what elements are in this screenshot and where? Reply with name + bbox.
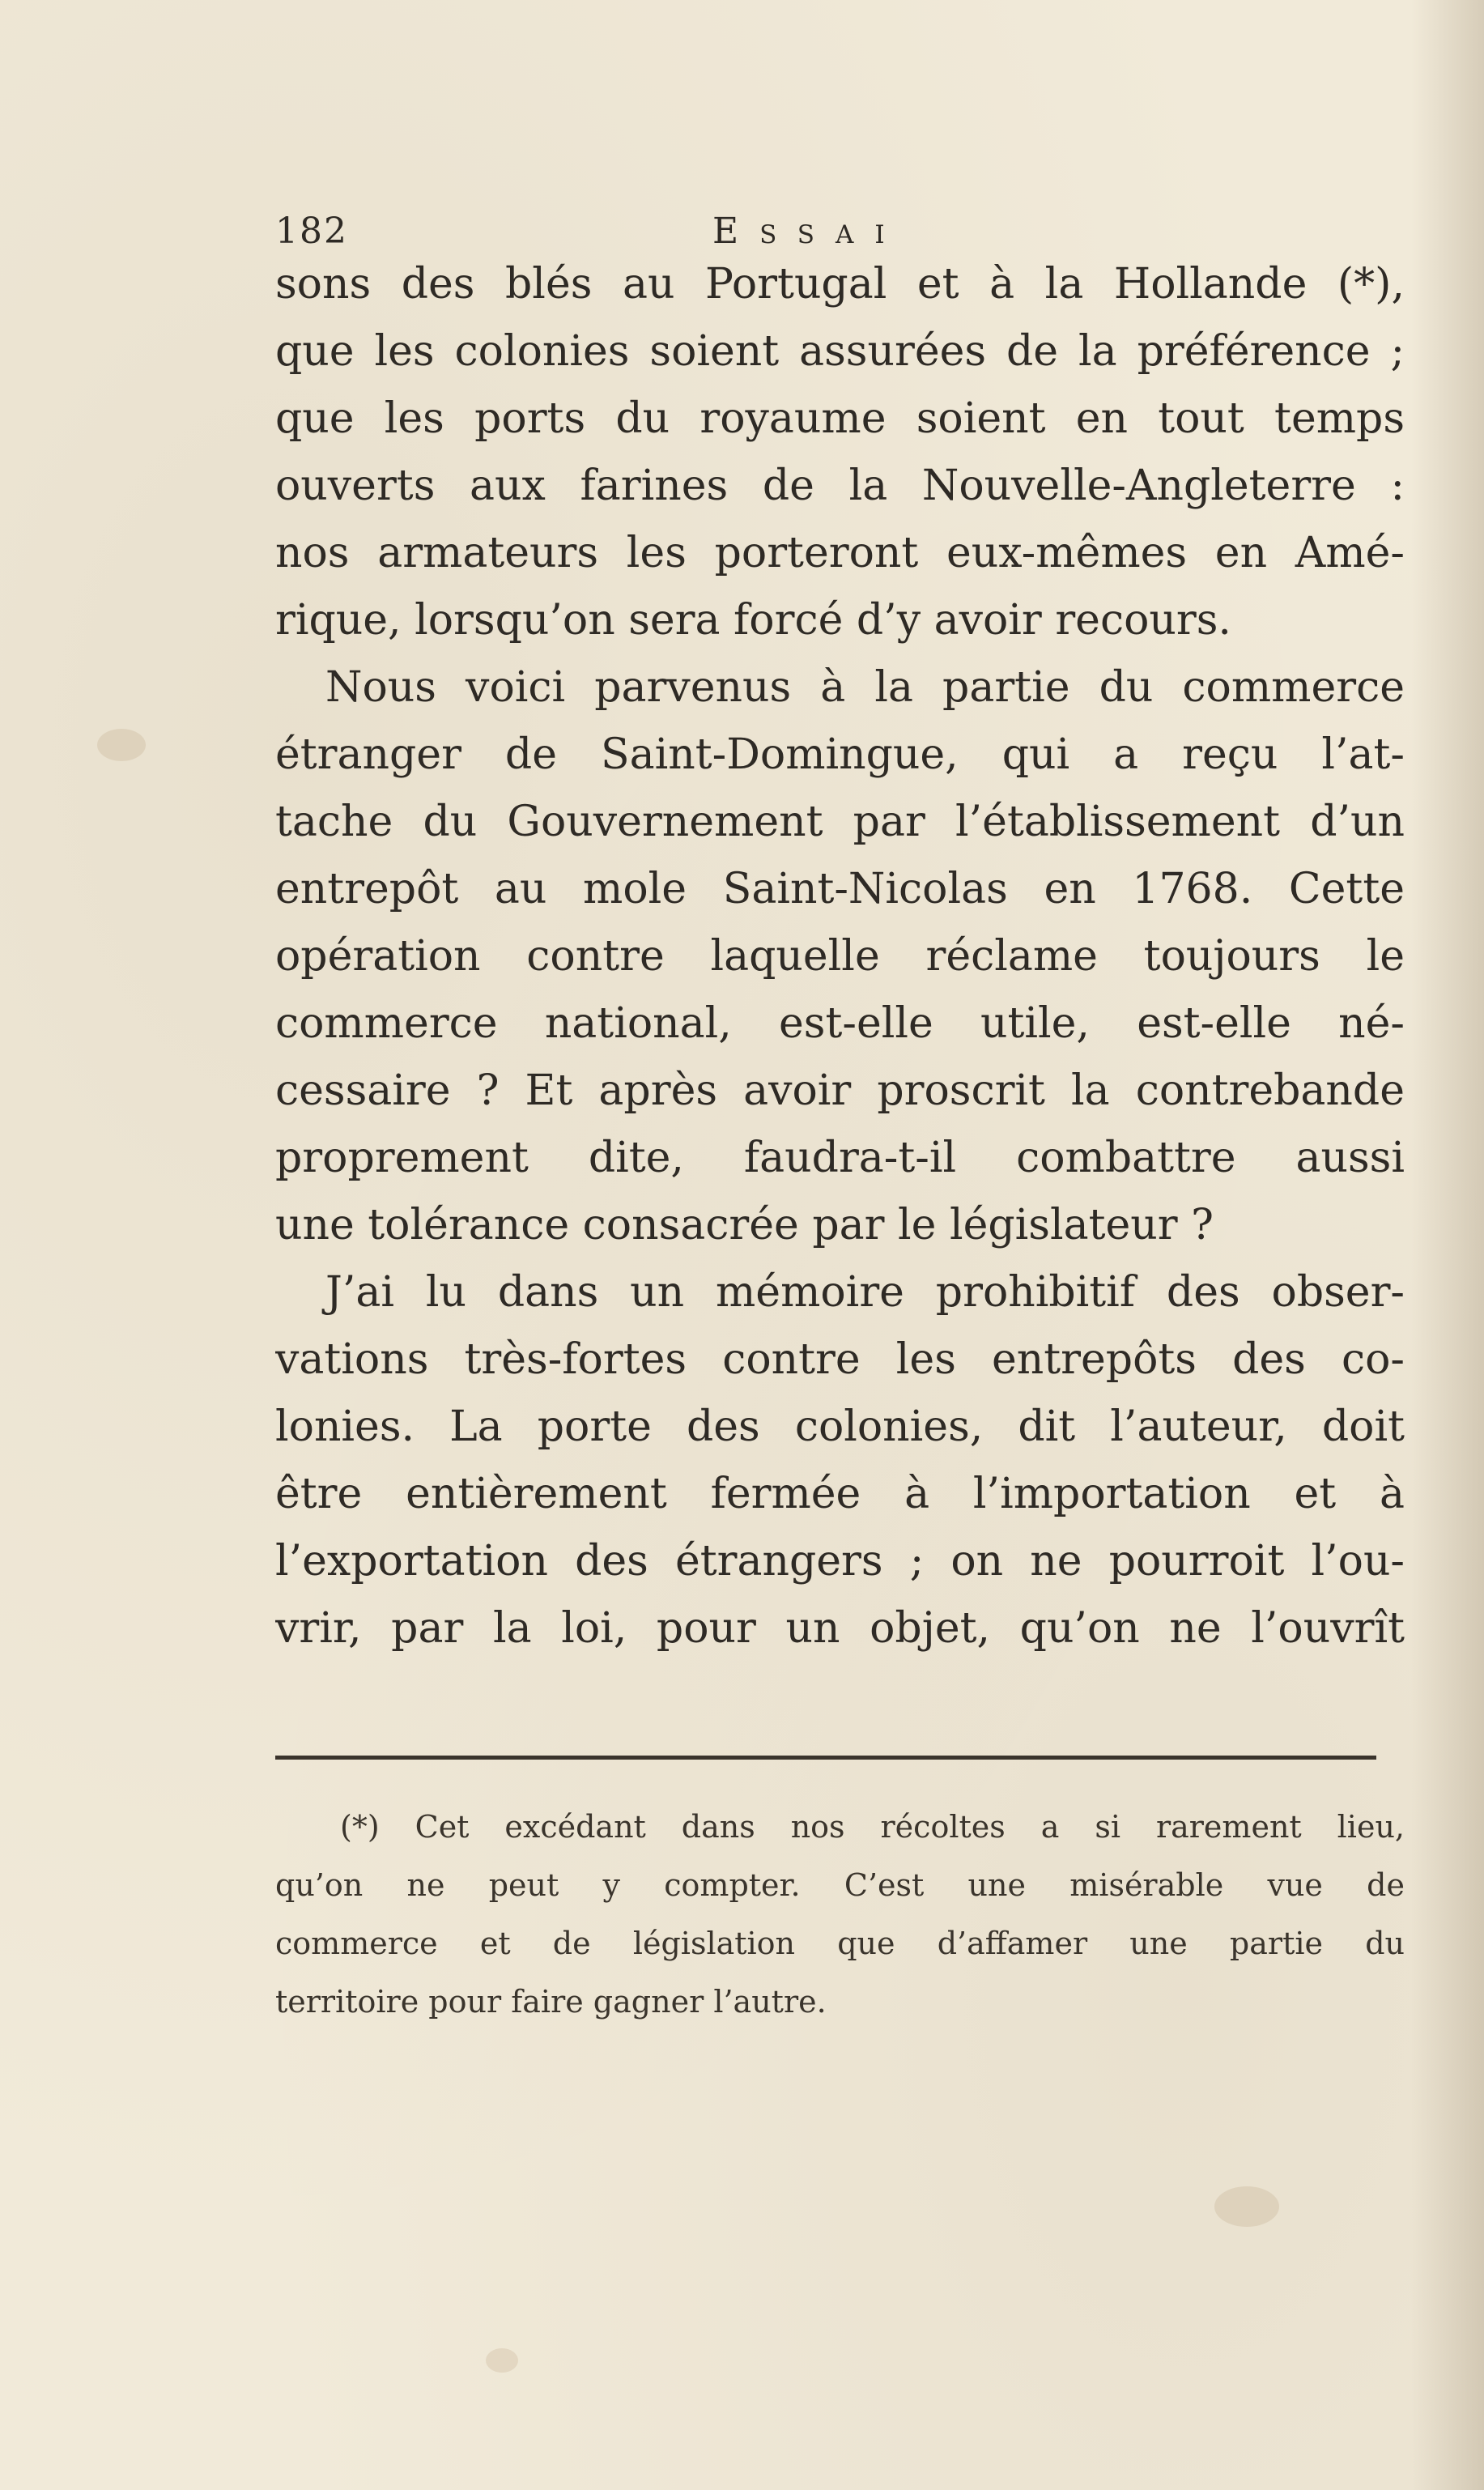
footnote-line: territoire pour faire gagner l’autre. — [275, 1984, 827, 2020]
text-line: être entièrement fermée à l’importation et à — [275, 1470, 1405, 1518]
footnote — [275, 1798, 1405, 2031]
text-line: rique, lorsqu’on sera forcé d’y avoir recours. — [275, 596, 1231, 645]
page-gutter-shadow — [1411, 0, 1484, 2490]
running-head-title: Essai — [712, 211, 906, 252]
text-line: une tolérance consacrée par le législateur ? — [275, 1201, 1214, 1249]
text-line: cessaire ? Et après avoir proscrit la contrebande — [275, 1066, 1405, 1115]
paper-stain — [97, 729, 146, 761]
text-line: sons des blés au Portugal et à la Hollande (*), — [275, 260, 1405, 309]
text-line: étranger de Saint-Domingue, qui a reçu l’at- — [275, 730, 1405, 779]
text-line: que les ports du royaume soient en tout temps — [275, 394, 1405, 443]
text-line: tache du Gouvernement par l’établissement d’un — [275, 798, 1405, 846]
page-number: 182 — [275, 211, 348, 252]
text-line: nos armateurs les porteront eux-mêmes en Amé- — [275, 529, 1405, 577]
text-line: commerce national, est-elle utile, est-elle né- — [275, 999, 1405, 1048]
text-line: que les colonies soient assurées de la préférence ; — [275, 327, 1405, 376]
text-line: vations très-fortes contre les entrepôts des co- — [275, 1335, 1405, 1384]
text-line: lonies. La porte des colonies, dit l’auteur, doit — [275, 1402, 1405, 1451]
footnote-rule — [275, 1756, 1376, 1760]
text-line: ouverts aux farines de la Nouvelle-Angleterre : — [275, 462, 1405, 510]
paper-stain — [1214, 2186, 1279, 2227]
main-text — [275, 194, 1405, 1662]
text-line: l’exportation des étrangers ; on ne pourroit l’ou- — [275, 1537, 1405, 1586]
text-line: opération contre laquelle réclame toujours le — [275, 932, 1405, 981]
text-line: vrir, par la loi, pour un objet, qu’on ne l’ouvrît — [275, 1604, 1405, 1653]
paper-stain — [486, 2348, 518, 2373]
text-line: proprement dite, faudra-t-il combattre aussi — [275, 1134, 1405, 1182]
running-head — [275, 194, 1405, 251]
footnote-line: (*) Cet excédant dans nos récoltes a si rarement lieu, — [340, 1809, 1405, 1845]
footnote-line: qu’on ne peut y compter. C’est une misérable vue de — [275, 1867, 1405, 1903]
text-line: J’ai lu dans un mémoire prohibitif des obser- — [325, 1268, 1405, 1317]
footnote-line: commerce et de législation que d’affamer une partie du — [275, 1926, 1405, 1961]
text-line: entrepôt au mole Saint-Nicolas en 1768. Cette — [275, 865, 1405, 913]
text-line: Nous voici parvenus à la partie du commerce — [325, 663, 1405, 712]
